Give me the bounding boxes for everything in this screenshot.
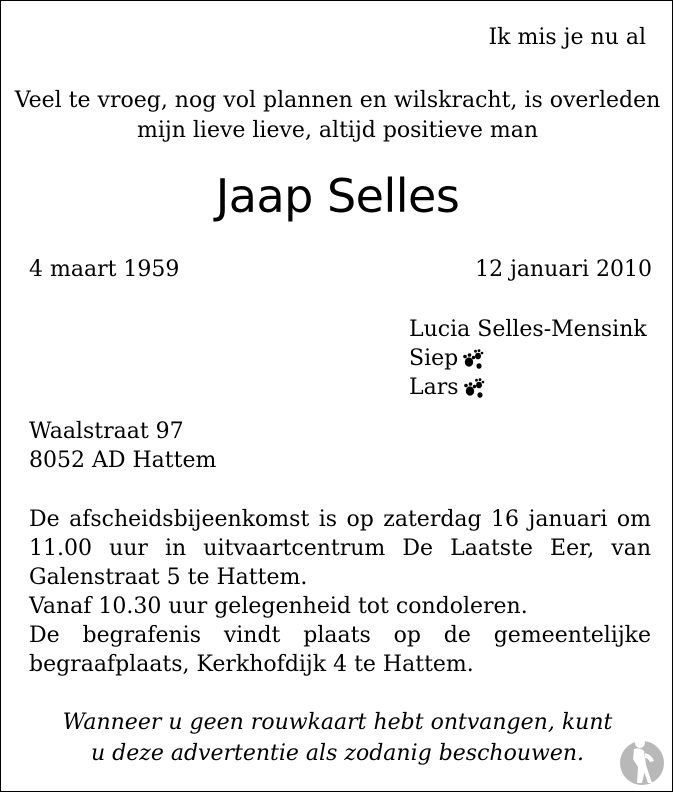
birth-date: 4 maart 1959	[29, 257, 180, 282]
family-member	[409, 373, 647, 402]
closing-line-1: Wanneer u geen rouwkaart hebt ontvangen, kunt	[62, 710, 613, 735]
address-city: 8052 AD Hattem	[29, 448, 217, 473]
closing-line-2: u deze advertentie als zodanig beschouwen.	[90, 741, 584, 766]
address-street: Waalstraat 97	[29, 419, 184, 444]
family-member	[409, 315, 647, 344]
ceremony-info: De afscheidsbijeenkomst is op zaterdag 16 januari om 11.00 uur in uitvaartcentrum De Laatste Eer, van Galenstraat 5 te Hattem.	[29, 507, 651, 590]
death-date: 12 januari 2010	[475, 257, 652, 282]
family-member-name: Siep	[409, 346, 459, 371]
paw-prints-icon	[462, 348, 484, 370]
deceased-name: Jaap Selles	[215, 169, 460, 223]
paw-prints-icon	[463, 377, 485, 399]
address-block	[29, 417, 216, 475]
family-member-name: Lars	[409, 375, 459, 400]
intro-line-1: Veel te vroeg, nog vol plannen en wilskracht, is overleden	[14, 88, 661, 113]
intro-line-2: mijn lieve lieve, altijd positieve man	[136, 118, 538, 143]
closing-note	[1, 707, 674, 769]
burial-info: De begrafenis vindt plaats op de gemeentelijke begraafplaats, Kerkhofdijk 4 te Hattem.	[29, 623, 651, 677]
family-member	[409, 344, 647, 373]
family-member-name: Lucia Selles-Mensink	[409, 317, 647, 342]
intro-text	[1, 86, 674, 146]
motto: Ik mis je nu al	[488, 25, 646, 50]
family-list	[409, 315, 647, 402]
mourning-figure-logo	[616, 731, 668, 786]
condolence-info: Vanaf 10.30 uur gelegenheid tot condoleren.	[29, 594, 528, 619]
funeral-details	[29, 505, 651, 679]
